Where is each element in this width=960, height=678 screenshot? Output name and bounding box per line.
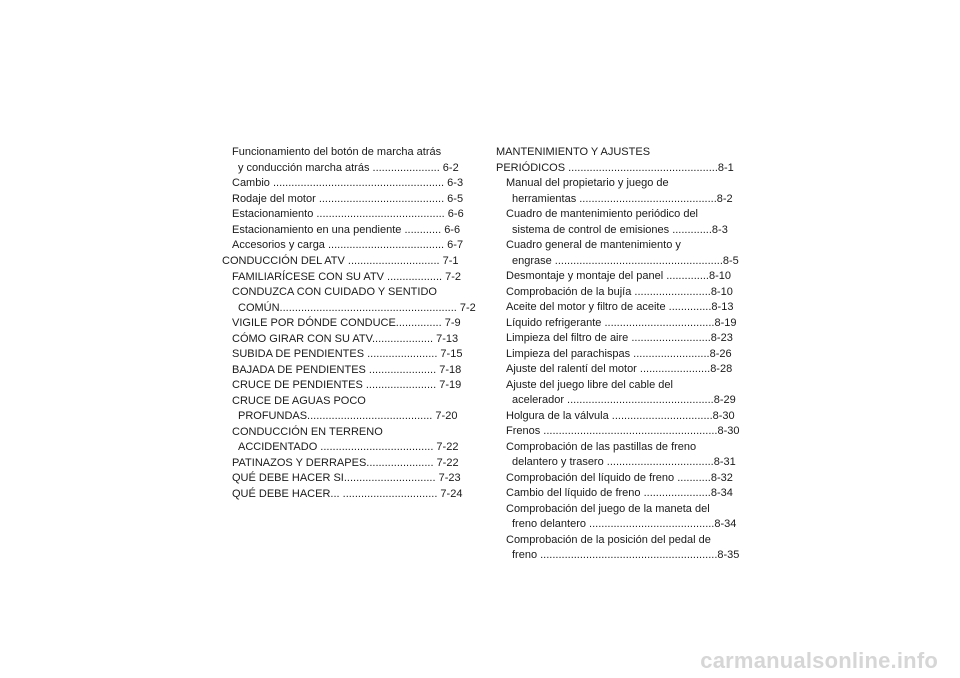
- toc-line: engrase .......................................................8-5: [512, 254, 739, 267]
- toc-line: herramientas .............................................8-2: [512, 192, 733, 205]
- toc-line: MANTENIMIENTO Y AJUSTES: [496, 146, 651, 158]
- toc-line: Accesorios y carga ...................................... 6-7: [232, 239, 464, 251]
- toc-line: freno delantero .........................................8-34: [512, 518, 737, 530]
- toc-line: Ajuste del ralentí del motor .......................8-28: [506, 363, 733, 375]
- toc-line: Cambio ........................................................ 6-3: [232, 177, 464, 189]
- toc-line: Frenos .........................................................8-30: [506, 425, 740, 437]
- toc-line: Rodaje del motor ......................................... 6-5: [232, 192, 464, 205]
- toc-line: SUBIDA DE PENDIENTES ....................... 7-15: [232, 348, 463, 360]
- toc-line: ACCIDENTADO ..................................... 7-22: [238, 441, 459, 453]
- toc-line: Cuadro general de mantenimiento y: [506, 239, 681, 251]
- toc-line: CRUCE DE AGUAS POCO: [232, 394, 366, 407]
- toc-line: COMÚN.......................................................... 7-2: [238, 301, 476, 314]
- toc-line: PATINAZOS Y DERRAPES...................... 7-22: [232, 456, 459, 469]
- toc-line: acelerador ................................................8-29: [512, 394, 736, 406]
- toc-line: delantero y trasero ...................................8-31: [512, 456, 736, 468]
- toc-line: Líquido refrigerante ....................................8-19: [506, 316, 737, 329]
- toc-line: Aceite del motor y filtro de aceite ..............8-13: [506, 301, 734, 313]
- toc-line: PROFUNDAS......................................... 7-20: [238, 410, 458, 422]
- toc-line: y conducción marcha atrás ...................... 6-2: [238, 161, 459, 174]
- toc-line: VIGILE POR DÓNDE CONDUCE............... 7-9: [232, 317, 461, 329]
- toc-line: Comprobación del juego de la maneta del: [506, 502, 710, 515]
- toc-line: CRUCE DE PENDIENTES ....................... 7-19: [232, 379, 462, 391]
- toc-line: Funcionamiento del botón de marcha atrás: [232, 146, 442, 158]
- toc-line: Comprobación de la bujía .........................8-10: [506, 285, 733, 298]
- toc-line: Comprobación del líquido de freno ...........8-32: [506, 471, 733, 484]
- toc-line: Limpieza del filtro de aire ..........................8-23: [506, 332, 733, 344]
- toc-line: Cambio del líquido de freno ......................8-34: [506, 487, 733, 499]
- toc-line: Estacionamiento .......................................... 6-6: [232, 208, 464, 220]
- toc-line: QUÉ DEBE HACER SI.............................. 7-23: [232, 472, 461, 484]
- toc-line: FAMILIARÍCESE CON SU ATV .................. 7-2: [232, 270, 462, 283]
- toc-line: CÓMO GIRAR CON SU ATV.................... 7-13: [232, 332, 459, 345]
- toc-line: Limpieza del parachispas .........................8-26: [506, 347, 732, 360]
- toc-line: sistema de control de emisiones .............8-3: [512, 223, 728, 236]
- toc-line: Cuadro de mantenimiento periódico del: [506, 208, 699, 220]
- toc-line: Desmontaje y montaje del panel ..............8-10: [506, 270, 732, 282]
- site-watermark: carmanualsonline.info: [700, 648, 938, 673]
- toc-line: Ajuste del juego libre del cable del: [506, 378, 673, 391]
- toc-line: PERIÓDICOS .................................................8-1: [496, 161, 734, 174]
- toc-line: Comprobación de las pastillas de freno: [506, 440, 697, 453]
- toc-line: QUÉ DEBE HACER... ............................... 7-24: [232, 487, 463, 500]
- toc-line: Manual del propietario y juego de: [506, 177, 669, 189]
- toc-line: BAJADA DE PENDIENTES ...................... 7-18: [232, 363, 462, 376]
- toc-line: Estacionamiento en una pendiente ............ 6-6: [232, 223, 461, 236]
- toc-line: Holgura de la válvula .................................8-30: [506, 409, 735, 422]
- toc-line: freno ..........................................................8-35: [512, 549, 740, 561]
- toc-line: CONDUCCIÓN DEL ATV .............................. 7-1: [222, 255, 459, 267]
- toc-line: CONDUZCA CON CUIDADO Y SENTIDO: [232, 286, 437, 298]
- toc-line: CONDUCCIÓN EN TERRENO: [232, 425, 383, 438]
- toc-line: Comprobación de la posición del pedal de: [506, 533, 711, 546]
